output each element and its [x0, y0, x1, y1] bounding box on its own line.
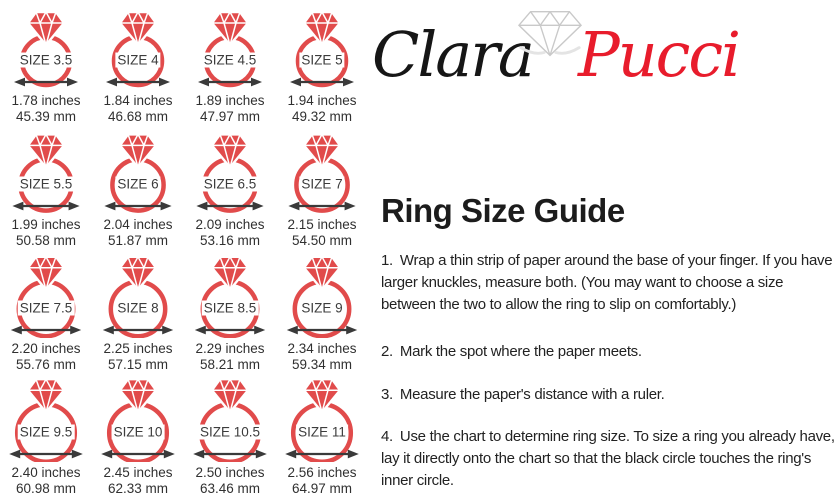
diamond-icon	[516, 6, 584, 64]
engagement-ring-icon	[0, 128, 92, 214]
step-text: Mark the spot where the paper meets.	[399, 343, 642, 360]
engagement-ring-icon	[92, 376, 184, 462]
step-number: 1.	[381, 252, 393, 269]
ring-diameter-mm: 45.39 mm	[15, 108, 77, 124]
ring-size-label: SIZE 4.5	[203, 52, 257, 68]
step-item-4	[381, 426, 836, 492]
ring-diameter-inches: 1.94 inches	[287, 93, 357, 108]
ring-visual	[184, 128, 276, 214]
ring-size-cell	[0, 128, 92, 252]
ring-visual	[184, 376, 276, 462]
ring-diameter-inches: 2.40 inches	[11, 465, 81, 480]
ring-diameter-inches: 2.25 inches	[103, 341, 173, 356]
ring-size-label: SIZE 6.5	[203, 176, 257, 192]
ring-size-label: SIZE 5	[301, 52, 343, 68]
ring-size-cell	[0, 252, 92, 376]
brand-name-second: Pucci	[578, 18, 739, 91]
ring-diameter-inches: 2.09 inches	[195, 217, 265, 232]
ring-size-label: SIZE 5.5	[19, 176, 73, 192]
ring-diameter-mm: 46.68 mm	[107, 108, 169, 124]
step-item-1	[381, 250, 836, 316]
ring-visual	[276, 128, 368, 214]
ring-visual	[92, 4, 184, 90]
ring-size-cell	[92, 252, 184, 376]
engagement-ring-icon	[0, 4, 92, 90]
ring-diameter-mm: 64.97 mm	[291, 480, 353, 496]
step-text: Wrap a thin strip of paper around the base of your finger. If you have larger knuckles, measure both. (You may want to choose a size between the two to allow the ring to slip on comfortably.)	[381, 252, 833, 313]
ring-size-cell	[92, 376, 184, 500]
ring-diameter-mm: 51.87 mm	[107, 232, 169, 248]
ring-diameter-inches: 2.15 inches	[287, 217, 357, 232]
ring-diameter-mm: 50.58 mm	[15, 232, 77, 248]
ring-size-cell	[92, 128, 184, 252]
engagement-ring-icon	[184, 252, 276, 338]
ring-size-label: SIZE 11	[298, 424, 346, 440]
engagement-ring-icon	[276, 376, 368, 462]
ring-size-label: SIZE 6	[117, 176, 159, 192]
ring-size-cell	[0, 376, 92, 500]
engagement-ring-icon	[92, 252, 184, 338]
ring-size-cell	[276, 252, 368, 376]
ring-diameter-inches: 2.50 inches	[195, 465, 265, 480]
ring-diameter-inches: 2.45 inches	[103, 465, 173, 480]
ring-diameter-inches: 2.29 inches	[195, 341, 265, 356]
step-number: 2.	[381, 343, 393, 360]
ring-visual	[184, 252, 276, 338]
ring-diameter-mm: 49.32 mm	[291, 108, 353, 124]
ring-diameter-inches: 2.56 inches	[287, 465, 357, 480]
engagement-ring-icon	[276, 252, 368, 338]
ring-size-label: SIZE 10.5	[199, 424, 261, 440]
engagement-ring-icon	[184, 128, 276, 214]
step-item-2	[381, 341, 836, 363]
ring-visual	[276, 252, 368, 338]
ring-size-label: SIZE 8.5	[203, 300, 257, 316]
ring-size-label: SIZE 9.5	[19, 424, 73, 440]
ring-diameter-mm: 54.50 mm	[291, 232, 353, 248]
ring-size-cell	[184, 252, 276, 376]
engagement-ring-icon	[184, 4, 276, 90]
ring-size-cell	[276, 4, 368, 128]
ring-visual	[276, 4, 368, 90]
ring-visual	[92, 252, 184, 338]
ring-size-cell	[184, 376, 276, 500]
ring-size-cell	[276, 128, 368, 252]
ring-size-label: SIZE 3.5	[19, 52, 73, 68]
ring-size-cell	[92, 4, 184, 128]
ring-size-cell	[0, 4, 92, 128]
guide-title: Ring Size Guide	[381, 192, 625, 229]
ring-visual	[0, 252, 92, 338]
ring-size-label: SIZE 8	[117, 300, 159, 316]
size-chart-grid	[0, 4, 368, 500]
ring-visual	[184, 4, 276, 90]
ring-visual	[0, 4, 92, 90]
engagement-ring-icon	[184, 376, 276, 462]
ring-size-label: SIZE 9	[301, 300, 343, 316]
brand-name-first: Clara	[372, 18, 533, 91]
engagement-ring-icon	[276, 128, 368, 214]
ring-size-cell	[184, 4, 276, 128]
ring-diameter-inches: 2.34 inches	[287, 341, 357, 356]
ring-diameter-mm: 53.16 mm	[199, 232, 261, 248]
ring-visual	[92, 376, 184, 462]
engagement-ring-icon	[92, 128, 184, 214]
engagement-ring-icon	[0, 252, 92, 338]
engagement-ring-icon	[276, 4, 368, 90]
ring-diameter-inches: 2.04 inches	[103, 217, 173, 232]
ring-diameter-mm: 62.33 mm	[107, 480, 169, 496]
ring-visual	[92, 128, 184, 214]
brand-logo	[372, 6, 792, 106]
ring-diameter-inches: 1.89 inches	[195, 93, 265, 108]
ring-diameter-mm: 57.15 mm	[107, 356, 169, 372]
ring-size-label: SIZE 7.5	[19, 300, 73, 316]
ring-diameter-mm: 58.21 mm	[199, 356, 261, 372]
ring-diameter-mm: 47.97 mm	[199, 108, 261, 124]
step-number: 3.	[381, 386, 393, 403]
ring-diameter-inches: 2.20 inches	[11, 341, 81, 356]
ring-size-label: SIZE 10	[113, 424, 163, 440]
ring-visual	[276, 376, 368, 462]
step-text: Use the chart to determine ring size. To size a ring you already have, lay it directly onto the chart so that the black circle touches the ring's inner circle.	[381, 428, 835, 489]
ring-diameter-inches: 1.84 inches	[103, 93, 173, 108]
ring-size-label: SIZE 4	[117, 52, 159, 68]
ring-size-cell	[276, 376, 368, 500]
engagement-ring-icon	[0, 376, 92, 462]
step-number: 4.	[381, 428, 393, 445]
ring-size-cell	[184, 128, 276, 252]
ring-diameter-mm: 59.34 mm	[291, 356, 353, 372]
engagement-ring-icon	[92, 4, 184, 90]
ring-diameter-inches: 1.99 inches	[11, 217, 81, 232]
step-text: Measure the paper's distance with a ruler.	[399, 386, 665, 403]
ring-size-label: SIZE 7	[301, 176, 343, 192]
ring-diameter-mm: 55.76 mm	[15, 356, 77, 372]
ring-diameter-inches: 1.78 inches	[11, 93, 81, 108]
ring-diameter-mm: 63.46 mm	[199, 480, 261, 496]
ring-visual	[0, 376, 92, 462]
ring-diameter-mm: 60.98 mm	[15, 480, 77, 496]
step-item-3	[381, 384, 836, 406]
ring-visual	[0, 128, 92, 214]
